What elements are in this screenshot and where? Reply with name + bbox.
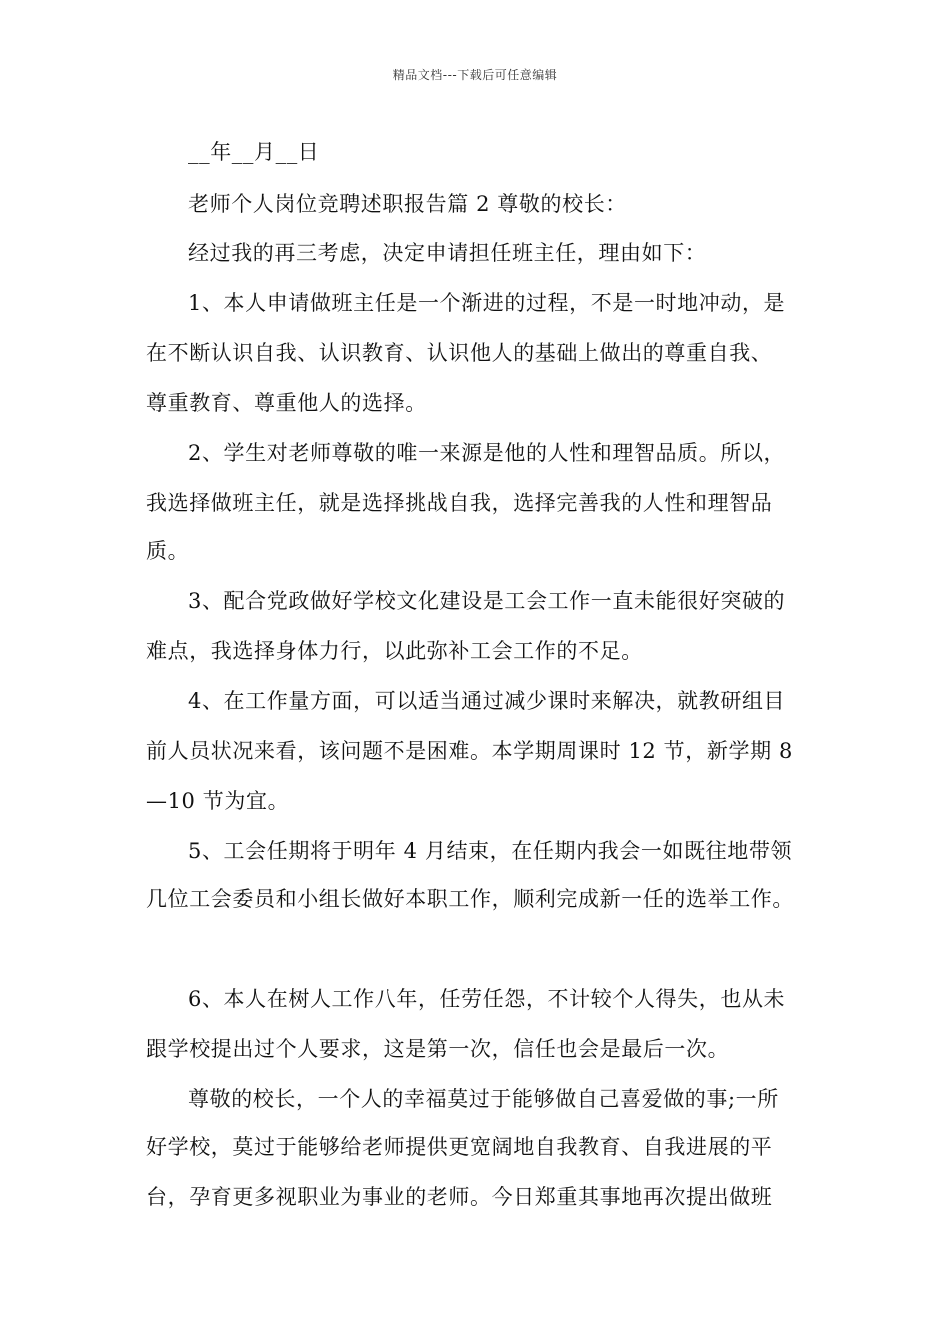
paragraph-line: 在不断认识自我、认识教育、认识他人的基础上做出的尊重自我、 — [146, 341, 773, 365]
paragraph-line: 6、本人在树人工作八年，任劳任怨，不计较个人得失，也从未 — [188, 987, 786, 1011]
paragraph-line: 5、工会任期将于明年 4 月结束，在任期内我会一如既往地带领 — [188, 839, 793, 863]
paragraph-line: 质。 — [146, 539, 190, 563]
paragraph-line: 尊敬的校长，一个人的幸福莫过于能够做自己喜爱做的事;一所 — [188, 1087, 779, 1111]
paragraph-line: 好学校，莫过于能够给老师提供更宽阔地自我教育、自我进展的平 — [146, 1135, 773, 1159]
paragraph-line: —10 节为宜。 — [146, 789, 290, 813]
paragraph-line: 几位工会委员和小组长做好本职工作，顺利完成新一任的选举工作。 — [146, 887, 794, 911]
paragraph-line: 台，孕育更多视职业为事业的老师。今日郑重其事地再次提出做班 — [146, 1185, 773, 1209]
paragraph-line: 尊重教育、尊重他人的选择。 — [146, 391, 427, 415]
paragraph-line: 经过我的再三考虑，决定申请担任班主任，理由如下： — [188, 241, 707, 265]
paragraph-line: 跟学校提出过个人要求，这是第一次，信任也会是最后一次。 — [146, 1037, 730, 1061]
paragraph-line: 1、本人申请做班主任是一个渐进的过程，不是一时地冲动，是 — [188, 291, 786, 315]
report-title-line: 老师个人岗位竞聘述职报告篇 2 尊敬的校长： — [188, 192, 627, 216]
paragraph-line: 前人员状况来看，该问题不是困难。本学期周课时 12 节，新学期 8 — [146, 739, 793, 763]
paragraph-line: 难点，我选择身体力行，以此弥补工会工作的不足。 — [146, 639, 643, 663]
paragraph-line: 3、配合党政做好学校文化建设是工会工作一直未能很好突破的 — [188, 589, 786, 613]
document-header: 精品文档---下载后可任意编辑 — [392, 68, 558, 82]
paragraph-line: 2、学生对老师尊敬的唯一来源是他的人性和理智品质。所以， — [188, 441, 786, 465]
date-line: __年__月__日 — [188, 140, 320, 164]
paragraph-line: 我选择做班主任，就是选择挑战自我，选择完善我的人性和理智品 — [146, 491, 773, 515]
paragraph-line: 4、在工作量方面，可以适当通过减少课时来解决，就教研组目 — [188, 689, 786, 713]
